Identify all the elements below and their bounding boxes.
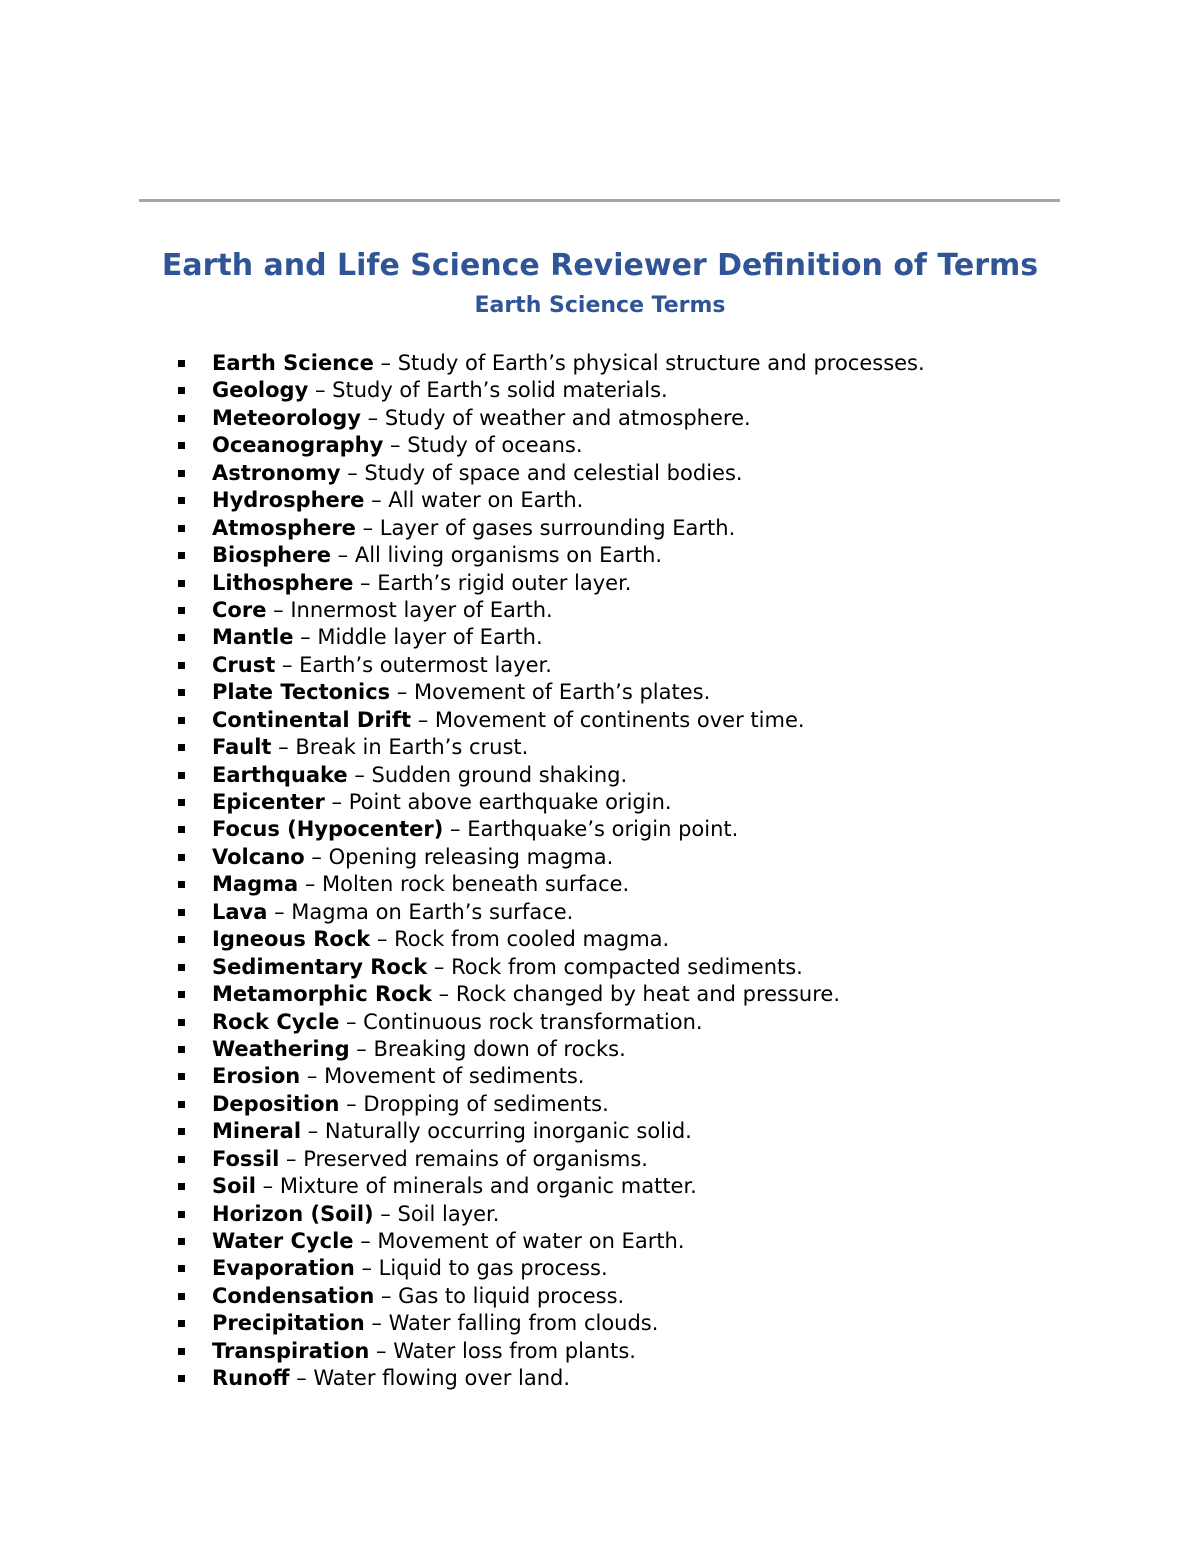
square-bullet-icon <box>178 360 185 367</box>
term-entry <box>212 1063 584 1090</box>
square-bullet-icon <box>178 1238 185 1245</box>
header-rule <box>139 199 1060 202</box>
term-definition: Water falling from clouds. <box>388 1311 659 1336</box>
term-separator: – <box>370 927 395 952</box>
term-separator: – <box>383 433 408 458</box>
term-name: Transpiration <box>212 1338 370 1363</box>
term-definition: Dropping of sediments. <box>363 1091 609 1116</box>
term-entry <box>212 350 925 377</box>
term-name: Plate Tectonics <box>212 680 391 705</box>
term-name: Erosion <box>212 1064 301 1089</box>
term-entry <box>212 707 805 734</box>
square-bullet-icon <box>178 689 185 696</box>
term-entry <box>212 899 573 926</box>
term-name: Atmosphere <box>212 515 356 540</box>
term-entry <box>212 789 672 816</box>
term-separator: – <box>369 1338 394 1363</box>
term-name: Precipitation <box>212 1311 365 1336</box>
term-definition: Study of weather and atmosphere. <box>384 405 751 430</box>
term-separator: – <box>340 460 365 485</box>
term-separator: – <box>364 488 389 513</box>
square-bullet-icon <box>178 1211 185 1218</box>
term-entry <box>212 570 631 597</box>
term-name: Condensation <box>212 1283 375 1308</box>
term-entry <box>212 487 583 514</box>
term-separator: – <box>289 1366 314 1391</box>
term-definition: Movement of Earth’s plates. <box>414 680 711 705</box>
term-definition: Magma on Earth’s surface. <box>291 899 574 924</box>
term-entry <box>212 1255 608 1282</box>
term-name: Mantle <box>212 625 294 650</box>
term-name: Evaporation <box>212 1256 355 1281</box>
term-entry <box>212 1201 499 1228</box>
term-name: Earthquake <box>212 762 348 787</box>
term-name: Continental Drift <box>212 707 412 732</box>
term-definition: Preserved remains of organisms. <box>303 1146 648 1171</box>
term-entry <box>212 1118 692 1145</box>
term-separator: – <box>267 899 292 924</box>
square-bullet-icon <box>178 634 185 641</box>
term-separator: – <box>355 515 380 540</box>
term-name: Focus (Hypocenter) <box>212 817 444 842</box>
term-entry <box>212 1338 636 1365</box>
term-name: Earth Science <box>212 351 374 375</box>
term-name: Crust <box>212 652 276 677</box>
term-definition: Middle layer of Earth. <box>317 625 543 650</box>
square-bullet-icon <box>178 1019 185 1026</box>
term-separator: – <box>353 570 378 595</box>
term-separator: – <box>354 1256 379 1281</box>
term-definition: Breaking down of rocks. <box>373 1036 626 1061</box>
square-bullet-icon <box>178 772 185 779</box>
term-entry <box>212 1283 624 1310</box>
square-bullet-icon <box>178 1183 185 1190</box>
square-bullet-icon <box>178 1101 185 1108</box>
term-entry <box>212 377 668 404</box>
term-name: Astronomy <box>212 460 341 485</box>
term-entry <box>212 1009 703 1036</box>
term-entry <box>212 981 840 1008</box>
square-bullet-icon <box>178 525 185 532</box>
term-name: Hydrosphere <box>212 488 365 513</box>
term-definition: Naturally occurring inorganic solid. <box>324 1119 692 1144</box>
square-bullet-icon <box>178 1375 185 1382</box>
term-entry <box>212 816 738 843</box>
square-bullet-icon <box>178 1293 185 1300</box>
square-bullet-icon <box>178 1156 185 1163</box>
term-separator: – <box>304 844 329 869</box>
term-name: Lithosphere <box>212 570 354 595</box>
term-entry <box>212 954 803 981</box>
square-bullet-icon <box>178 881 185 888</box>
term-name: Biosphere <box>212 543 331 568</box>
term-definition: Water loss from plants. <box>393 1338 636 1363</box>
square-bullet-icon <box>178 470 185 477</box>
term-name: Magma <box>212 872 299 897</box>
square-bullet-icon <box>178 497 185 504</box>
term-name: Oceanography <box>212 433 384 458</box>
square-bullet-icon <box>178 1265 185 1272</box>
square-bullet-icon <box>178 662 185 669</box>
term-name: Horizon (Soil) <box>212 1201 374 1226</box>
term-definition: Earth’s outermost layer. <box>299 652 552 677</box>
term-definition: Continuous rock transformation. <box>363 1009 703 1034</box>
term-separator: – <box>427 954 452 979</box>
term-name: Geology <box>212 378 309 403</box>
term-definition: Study of oceans. <box>407 433 583 458</box>
term-definition: Study of Earth’s solid materials. <box>332 378 668 403</box>
term-name: Runoff <box>212 1366 290 1391</box>
term-separator: – <box>431 982 456 1007</box>
term-separator: – <box>330 543 355 568</box>
square-bullet-icon <box>178 1073 185 1080</box>
term-separator: – <box>353 1229 378 1253</box>
term-name: Igneous Rock <box>212 927 371 952</box>
term-separator: – <box>293 625 318 650</box>
square-bullet-icon <box>178 387 185 394</box>
term-definition: Gas to liquid process. <box>398 1283 625 1308</box>
term-entry <box>212 652 552 679</box>
square-bullet-icon <box>178 964 185 971</box>
square-bullet-icon <box>178 415 185 422</box>
term-entry <box>212 1173 697 1200</box>
term-definition: Movement of water on Earth. <box>377 1229 685 1253</box>
term-name: Mineral <box>212 1119 302 1144</box>
term-separator: – <box>347 762 372 787</box>
term-definition: Soil layer. <box>397 1201 500 1226</box>
term-definition: Movement of sediments. <box>324 1064 585 1089</box>
term-definition: Rock changed by heat and pressure. <box>455 982 841 1007</box>
term-definition: Innermost layer of Earth. <box>290 597 553 622</box>
term-definition: Rock from cooled magma. <box>394 927 670 952</box>
term-name: Metamorphic Rock <box>212 982 432 1007</box>
term-separator: – <box>360 405 385 430</box>
document-title: Earth and Life Science Reviewer Definition of Terms <box>161 248 1039 283</box>
term-name: Sedimentary Rock <box>212 954 428 979</box>
square-bullet-icon <box>178 580 185 587</box>
term-name: Soil <box>212 1174 256 1199</box>
square-bullet-icon <box>178 1046 185 1053</box>
square-bullet-icon <box>178 552 185 559</box>
term-entry <box>212 1365 570 1392</box>
term-definition: Movement of continents over time. <box>434 707 805 732</box>
term-entry <box>212 1036 626 1063</box>
term-name: Fossil <box>212 1146 280 1171</box>
term-entry <box>212 624 543 651</box>
term-definition: Study of Earth’s physical structure and processes. <box>397 351 925 375</box>
term-definition: Molten rock beneath surface. <box>322 872 630 897</box>
term-name: Volcano <box>212 844 305 869</box>
term-entry <box>212 460 743 487</box>
term-name: Epicenter <box>212 790 325 814</box>
term-definition: Rock from compacted sediments. <box>451 954 803 979</box>
term-separator: – <box>373 1201 398 1226</box>
square-bullet-icon <box>178 607 185 614</box>
term-name: Rock Cycle <box>212 1009 340 1034</box>
term-separator: – <box>308 378 333 403</box>
term-definition: Layer of gases surrounding Earth. <box>379 515 736 540</box>
term-separator: – <box>324 790 349 814</box>
term-name: Deposition <box>212 1091 340 1116</box>
term-name: Water Cycle <box>212 1229 354 1253</box>
term-entry <box>212 679 710 706</box>
term-separator: – <box>255 1174 280 1199</box>
term-definition: Sudden ground shaking. <box>371 762 628 787</box>
term-separator: – <box>443 817 468 842</box>
square-bullet-icon <box>178 442 185 449</box>
term-separator: – <box>349 1036 374 1061</box>
term-separator: – <box>411 707 435 732</box>
square-bullet-icon <box>178 909 185 916</box>
square-bullet-icon <box>178 1320 185 1327</box>
term-definition: Point above earthquake origin. <box>348 790 672 814</box>
term-entry <box>212 597 553 624</box>
term-separator: – <box>373 351 398 375</box>
term-entry <box>212 1310 658 1337</box>
term-entry <box>212 515 735 542</box>
term-entry <box>212 926 669 953</box>
term-name: Core <box>212 597 267 622</box>
square-bullet-icon <box>178 991 185 998</box>
term-definition: All water on Earth. <box>388 488 584 513</box>
term-definition: Earth’s rigid outer layer. <box>377 570 632 595</box>
term-separator: – <box>339 1009 364 1034</box>
term-entry <box>212 1146 648 1173</box>
square-bullet-icon <box>178 744 185 751</box>
term-entry <box>212 762 627 789</box>
term-separator: – <box>339 1091 364 1116</box>
section-heading: Earth Science Terms <box>474 293 726 318</box>
term-definition: Break in Earth’s crust. <box>295 735 529 760</box>
term-separator: – <box>279 1146 304 1171</box>
square-bullet-icon <box>178 717 185 724</box>
square-bullet-icon <box>178 1348 185 1355</box>
term-definition: Earthquake’s origin point. <box>467 817 739 842</box>
term-separator: – <box>298 872 323 897</box>
square-bullet-icon <box>178 826 185 833</box>
term-entry <box>212 844 613 871</box>
term-entry <box>212 734 528 761</box>
term-entry <box>212 871 629 898</box>
term-separator: – <box>275 652 300 677</box>
term-separator: – <box>364 1311 389 1336</box>
square-bullet-icon <box>178 1128 185 1135</box>
term-definition: Liquid to gas process. <box>378 1256 608 1281</box>
term-separator: – <box>300 1064 325 1089</box>
term-definition: Mixture of minerals and organic matter. <box>279 1174 697 1199</box>
term-definition: Opening releasing magma. <box>328 844 614 869</box>
term-definition: Study of space and celestial bodies. <box>364 460 743 485</box>
term-entry <box>212 432 583 459</box>
term-entry <box>212 1091 609 1118</box>
square-bullet-icon <box>178 799 185 806</box>
term-separator: – <box>390 680 415 705</box>
term-name: Meteorology <box>212 405 361 430</box>
term-definition: Water flowing over land. <box>313 1366 571 1391</box>
square-bullet-icon <box>178 854 185 861</box>
term-name: Weathering <box>212 1036 350 1061</box>
term-separator: – <box>301 1119 325 1144</box>
term-separator: – <box>271 735 296 760</box>
term-entry <box>212 542 662 569</box>
term-separator: – <box>374 1283 399 1308</box>
square-bullet-icon <box>178 936 185 943</box>
term-entry <box>212 405 751 432</box>
term-separator: – <box>266 597 291 622</box>
term-name: Lava <box>212 899 268 924</box>
term-name: Fault <box>212 735 272 760</box>
term-entry <box>212 1228 685 1255</box>
term-definition: All living organisms on Earth. <box>354 543 663 568</box>
